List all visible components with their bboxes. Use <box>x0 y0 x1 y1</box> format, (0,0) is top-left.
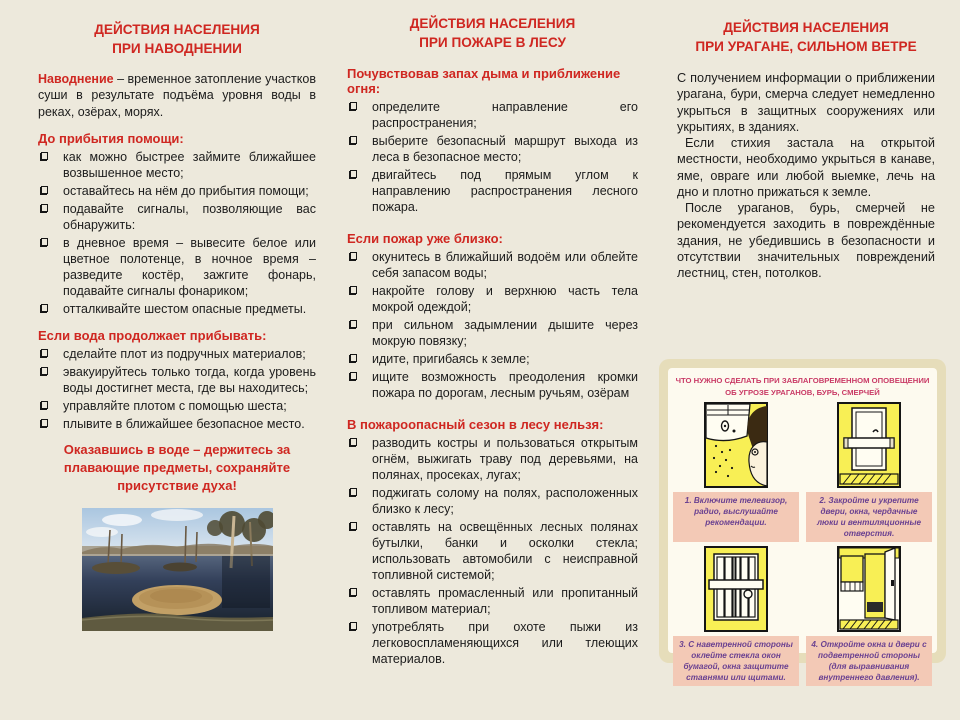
checkbox-bullet-icon <box>350 438 357 446</box>
checkbox-bullet-icon <box>41 304 48 312</box>
fire-section2-list <box>347 249 638 401</box>
list-item <box>347 167 638 215</box>
checkbox-bullet-icon <box>41 204 48 212</box>
flood-title <box>38 20 316 58</box>
list-item <box>38 364 316 396</box>
list-item-text: в дневное время – вывесите белое или цветное полотенце, в ночное время – разведите костёр, зажгите фонарь, подавайте сигналы фонариком; <box>63 235 316 298</box>
hurricane-title-line1: ДЕЙСТВИЯ НАСЕЛЕНИЯ <box>723 20 889 35</box>
hurricane-paragraph-3: После ураганов, бурь, смерчей не рекомендуется заходить в повреждённые здания, не убедившись в безопасности и отсутствии значительных повреждений лестниц, стен, потолков. <box>677 201 935 281</box>
fire-section2-heading: Если пожар уже близко: <box>347 231 503 247</box>
list-item <box>38 149 316 181</box>
list-item-text: накройте голову и верхнюю часть тела мокрой одеждой; <box>372 284 638 315</box>
list-item <box>38 183 316 199</box>
fire-section3-list <box>347 435 638 667</box>
checkbox-bullet-icon <box>41 401 48 409</box>
poster-panel-4 <box>806 546 932 632</box>
checkbox-bullet-icon <box>350 488 357 496</box>
list-item-text: двигайтесь под прямым углом к направлению распространения лесного пожара. <box>372 168 638 215</box>
list-item <box>347 133 638 165</box>
list-item <box>347 585 638 617</box>
fire-title <box>347 14 638 52</box>
list-item-text: плывите в ближайшее безопасное место. <box>63 416 305 431</box>
radio-listening-illustration <box>704 402 768 488</box>
flood-section1-list <box>38 149 316 317</box>
poster-caption-2: 2. Закройте и укрепите двери, окна, чердачные люки и вентиляционные отверстия. <box>806 492 932 542</box>
checkbox-bullet-icon <box>350 372 357 380</box>
hurricane-title <box>677 18 935 56</box>
checkbox-bullet-icon <box>41 186 48 194</box>
list-item <box>38 346 316 362</box>
list-item-text: подавайте сигналы, позволяющие вас обнаружить: <box>63 201 316 232</box>
list-item-text: употреблять при охоте пыжи из легковоспламеняющихся или тлеющих материалов. <box>372 620 638 667</box>
list-item <box>347 435 638 483</box>
list-item <box>38 201 316 233</box>
shuttered-window-illustration <box>704 546 768 632</box>
checkbox-bullet-icon <box>350 522 357 530</box>
poster-caption-4: 4. Откройте окна и двери с подветренной стороны (для выравнивания внутреннего давления). <box>806 636 932 686</box>
checkbox-bullet-icon <box>41 152 48 160</box>
list-item-text: идите, пригибаясь к земле; <box>372 352 530 367</box>
list-item-text: выберите безопасный маршрут выхода из леса в безопасное место; <box>372 134 638 165</box>
hurricane-paragraph-1: С получением информации о приближении урагана, бури, смерча следует немедленно укрыться в защитных сооружениях или укрытиях, в зданиях. <box>677 71 935 134</box>
fire-section3-heading: В пожароопасный сезон в лесу нельзя: <box>347 417 604 433</box>
list-item <box>347 283 638 315</box>
checkbox-bullet-icon <box>350 622 357 630</box>
poster-inner-panel <box>668 368 937 683</box>
open-window-door-illustration <box>837 546 901 632</box>
list-item-text: сделайте плот из подручных материалов; <box>63 346 306 361</box>
flood-section1-heading: До прибытия помощи: <box>38 130 184 146</box>
flood-title-line1: ДЕЙСТВИЯ НАСЕЛЕНИЯ <box>94 22 260 37</box>
list-item-text: оставайтесь на нём до прибытия помощи; <box>63 183 309 198</box>
list-item <box>347 317 638 349</box>
flood-photo <box>82 508 273 631</box>
poster-caption-3: 3. С наветренной стороны оклейте стекла окон бумагой, окна защитите ставнями или щитами. <box>673 636 799 686</box>
flood-title-line2: ПРИ НАВОДНЕНИИ <box>112 41 242 57</box>
list-item-text: определите направление его распространения; <box>372 100 638 131</box>
list-item-text: оставлять промасленный или пропитанный топливом материал; <box>372 586 638 617</box>
poster-panel-2 <box>806 402 932 488</box>
flood-definition <box>38 71 316 120</box>
checkbox-bullet-icon <box>350 102 357 110</box>
fire-title-line2: ПРИ ПОЖАРЕ В ЛЕСУ <box>419 35 566 51</box>
list-item <box>347 519 638 583</box>
barred-door-illustration <box>837 402 901 488</box>
list-item-text: разводить костры и пользоваться открытым огнём, выжигать траву под деревьями, на полянах, просеках, лугах; <box>372 436 638 483</box>
checkbox-bullet-icon <box>41 238 48 246</box>
checkbox-bullet-icon <box>350 136 357 144</box>
list-item-text: оставлять на освещённых лесных полянах бутылки, банки и осколки стекла; использовать автомобили с неисправной топливной системой; <box>372 520 638 583</box>
checkbox-bullet-icon <box>350 588 357 596</box>
flood-section2-heading: Если вода продолжает прибывать: <box>38 327 267 343</box>
flood-section2-list <box>38 346 316 432</box>
fire-title-line1: ДЕЙСТВИЯ НАСЕЛЕНИЯ <box>409 16 576 31</box>
checkbox-bullet-icon <box>41 419 48 427</box>
fire-section1-heading: Почувствовав запах дыма и приближение огня: <box>347 66 621 97</box>
list-item <box>347 99 638 131</box>
list-item <box>38 398 316 414</box>
list-item <box>347 485 638 517</box>
list-item <box>38 235 316 299</box>
checkbox-bullet-icon <box>350 354 357 362</box>
list-item <box>38 416 316 432</box>
list-item <box>347 351 638 367</box>
flood-definition-term: Наводнение <box>38 72 114 87</box>
column-forest-fire <box>347 14 638 669</box>
list-item <box>347 619 638 667</box>
list-item-text: управляйте плотом с помощью шеста; <box>63 398 287 413</box>
poster-grid <box>673 402 932 687</box>
column-flood <box>38 20 316 631</box>
list-item-text: ищите возможность преодоления кромки пожара по дорогам, лесным ручьям, озёрам <box>372 370 638 401</box>
list-item-text: при сильном задымлении дышите через мокрую повязку; <box>372 318 638 349</box>
fire-section1-list <box>347 99 638 215</box>
list-item <box>347 369 638 401</box>
list-item-text: поджигать солому на полях, расположенных близко к лесу; <box>372 486 638 517</box>
poster-title: ЧТО НУЖНО СДЕЛАТЬ ПРИ ЗАБЛАГОВРЕМЕННОМ ОПОВЕЩЕНИИ ОБ УГРОЗЕ УРАГАНОВ, БУРЬ, СМЕРЧЕЙ <box>675 376 930 397</box>
poster-panel-1 <box>673 402 799 488</box>
hurricane-title-line2: ПРИ УРАГАНЕ, СИЛЬНОМ ВЕТРЕ <box>695 39 917 55</box>
list-item-text: отталкивайте шестом опасные предметы. <box>63 301 307 316</box>
hurricane-infographic-poster <box>659 359 946 683</box>
checkbox-bullet-icon <box>41 367 48 375</box>
list-item-text: как можно быстрее займите ближайшее возвышенное место; <box>63 149 316 180</box>
list-item-text: окунитесь в ближайший водоём или облейте себя запасом воды; <box>372 250 638 281</box>
hurricane-paragraph-2: Если стихия застала на открытой местности, необходимо укрыться в канаве, яме, овраге или любой выемке, лечь на дно и плотно прижаться к земле. <box>677 136 935 199</box>
poster-panel-3 <box>673 546 799 632</box>
list-item <box>38 301 316 317</box>
poster-caption-1: 1. Включите телевизор, радио, выслушайте рекомендации. <box>673 492 799 542</box>
list-item-text: эвакуируйтесь только тогда, когда уровень воды достигнет места, где вы находитесь; <box>63 364 316 395</box>
checkbox-bullet-icon <box>41 349 48 357</box>
checkbox-bullet-icon <box>350 286 357 294</box>
column-hurricane <box>655 18 947 281</box>
flood-warning-note: Оказавшись в воде – держитесь за плавающие предметы, сохраняйте присутствие духа! <box>63 441 291 493</box>
checkbox-bullet-icon <box>350 170 357 178</box>
checkbox-bullet-icon <box>350 320 357 328</box>
list-item <box>347 249 638 281</box>
flood-definition-text: – временное затопление участков суши в результате подъёма уровня воды в реках, озёрах, морях. <box>38 72 316 119</box>
checkbox-bullet-icon <box>350 252 357 260</box>
